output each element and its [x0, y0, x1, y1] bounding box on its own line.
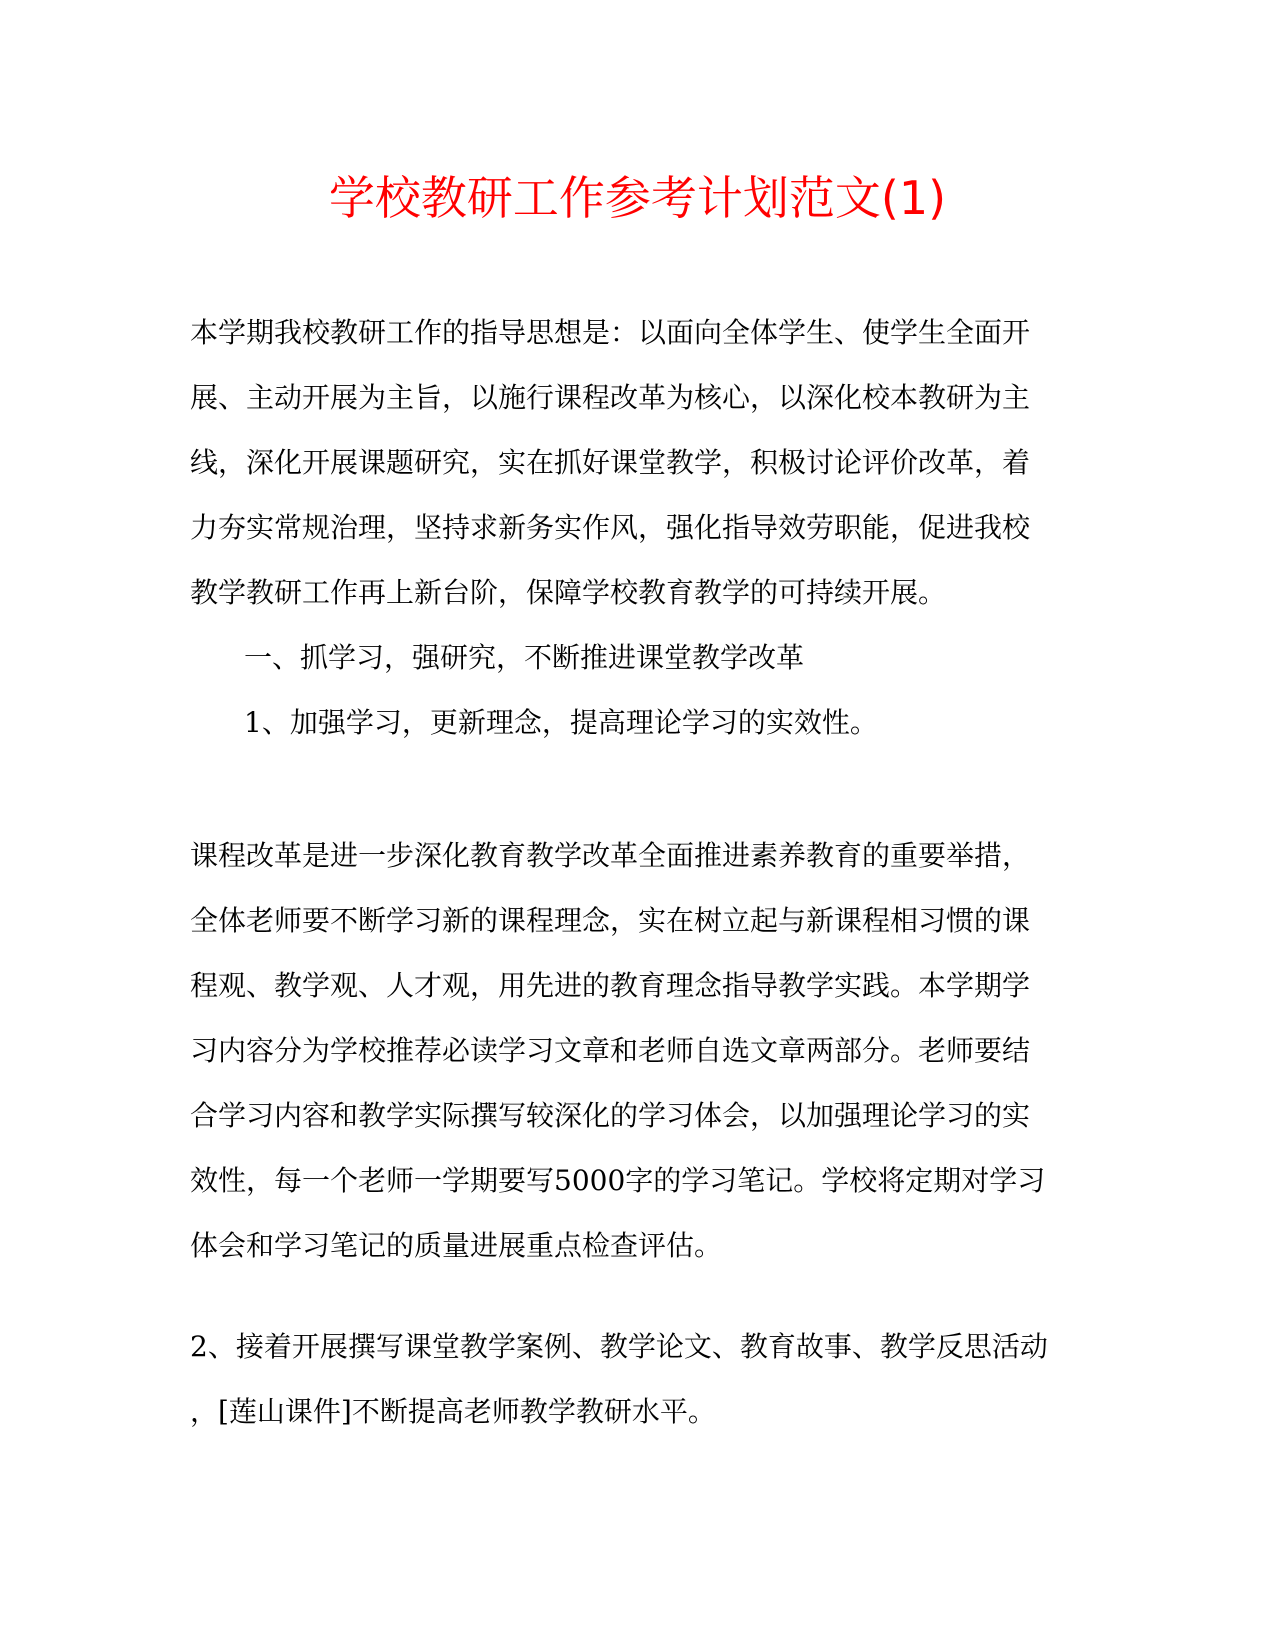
- text-line: 课程改革是进一步深化教育教学改革全面推进素养教育的重要举措，: [190, 839, 1031, 872]
- text-line: 一、抓学习，强研究，不断推进课堂教学改革: [244, 641, 805, 674]
- text-line: 效性，每一个老师一学期要写5000字的学习笔记。学校将定期对学习: [190, 1164, 1046, 1197]
- subsection-heading-1: [244, 690, 1070, 755]
- section-heading-1: [244, 625, 1070, 690]
- text-line: ，[莲山课件]不断提高老师教学教研水平。: [190, 1395, 716, 1428]
- text-line: 1、加强学习，更新理念，提高理论学习的实效性。: [244, 706, 878, 739]
- paragraph-guiding-thought: [190, 300, 1070, 625]
- text-line: 教学教研工作再上新台阶，保障学校教育教学的可持续开展。: [190, 576, 947, 609]
- text-line: 展、主动开展为主旨，以施行课程改革为核心，以深化校本教研为主: [190, 381, 1031, 414]
- text-line: 合学习内容和教学实际撰写较深化的学习体会，以加强理论学习的实: [190, 1099, 1031, 1132]
- page-title: 学校教研工作参考计划范文(1): [328, 171, 947, 225]
- paragraph-item-2: [190, 1314, 1070, 1444]
- text-line: 本学期我校教研工作的指导思想是：以面向全体学生、使学生全面开: [190, 316, 1031, 349]
- text-line: 程观、教学观、人才观，用先进的教育理念指导教学实践。本学期学: [190, 969, 1031, 1002]
- text-line: 线，深化开展课题研究，实在抓好课堂教学，积极讨论评价改革，着: [190, 446, 1031, 479]
- text-line: 体会和学习笔记的质量进展重点检查评估。: [190, 1229, 723, 1262]
- text-line: 力夯实常规治理，坚持求新务实作风，强化指导效劳职能，促进我校: [190, 511, 1031, 544]
- text-line: 全体老师要不断学习新的课程理念，实在树立起与新课程相习惯的课: [190, 904, 1031, 937]
- text-line: 2、接着开展撰写课堂教学案例、教学论文、教育故事、教学反思活动: [190, 1330, 1048, 1363]
- paragraph-curriculum-reform: [190, 823, 1070, 1278]
- text-line: 习内容分为学校推荐必读学习文章和老师自选文章两部分。老师要结: [190, 1034, 1031, 1067]
